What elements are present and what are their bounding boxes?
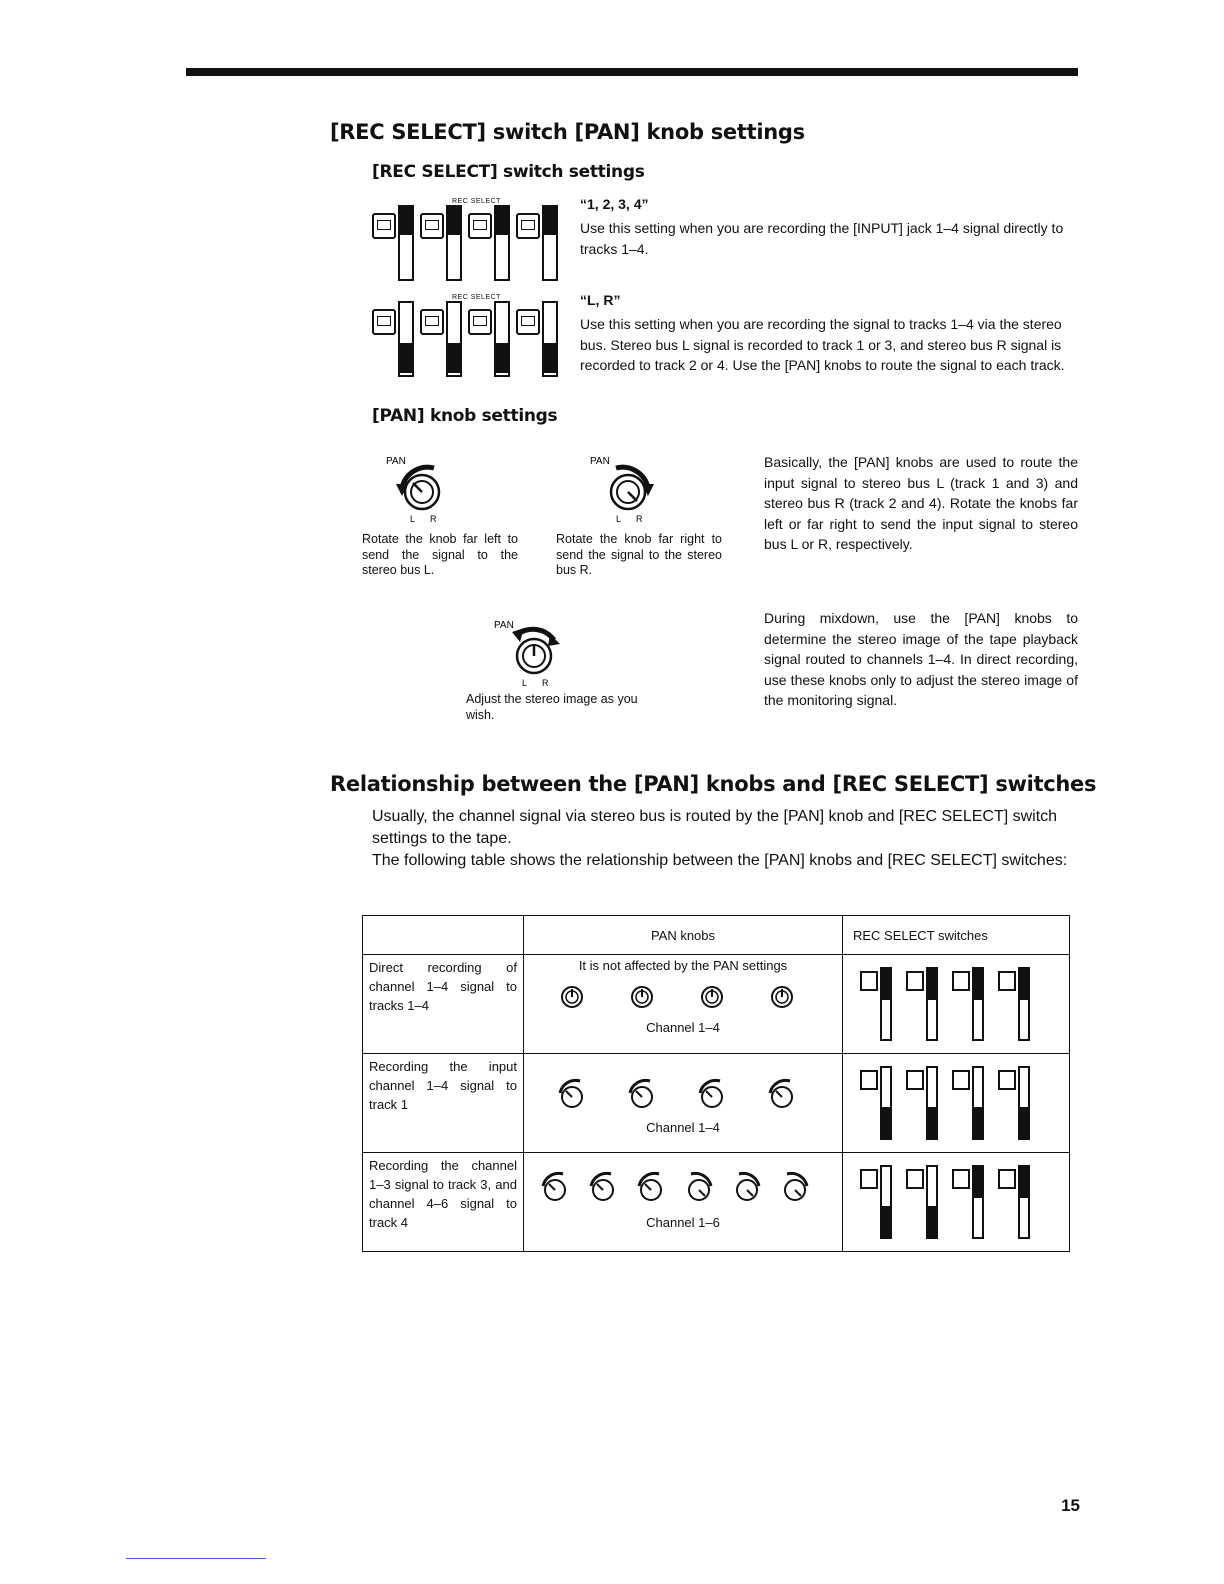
caption-far-right: Rotate the knob far right to send the signal to the stereo bus R. bbox=[556, 532, 722, 577]
section2-title: Relationship between the [PAN] knobs and [REC SELECT] switches bbox=[330, 772, 1097, 796]
table-header-row bbox=[363, 916, 1070, 955]
table-header-empty bbox=[363, 916, 524, 955]
table-row bbox=[363, 1054, 1070, 1153]
svg-text:R: R bbox=[636, 514, 643, 524]
table-row bbox=[363, 1153, 1070, 1252]
setting2-text: Use this setting when you are recording the signal to tracks 1–4 via the stereo bus. Stereo bus L signal is recorded to track 1 or 3, and stereo bus R signal is recorded to track 2 or 4. Use the [PAN] knobs to route the signal to each track. bbox=[580, 316, 1065, 373]
pan-knob-right-icon bbox=[588, 450, 668, 530]
intro-paragraph-2: The following table shows the relationship between the [PAN] knobs and [REC SELECT] switches: bbox=[372, 852, 1068, 869]
intro-paragraph-1: Usually, the channel signal via stereo bus is routed by the [PAN] knob and [REC SELECT] switch settings to the tape. bbox=[372, 808, 1058, 847]
switch-2 bbox=[420, 301, 468, 375]
pan-channel: Channel 1–4 bbox=[646, 1120, 720, 1135]
switch-1 bbox=[372, 205, 420, 279]
top-rule bbox=[186, 68, 1078, 76]
rec-select-label-2: REC SELECT bbox=[452, 294, 501, 301]
svg-text:L: L bbox=[410, 514, 416, 524]
svg-text:L: L bbox=[616, 514, 622, 524]
caption-center: Adjust the stereo image as you wish. bbox=[466, 692, 638, 722]
row-label: Recording the channel 1–3 signal to track 3, and channel 4–6 signal to track 4 bbox=[363, 1153, 524, 1252]
pan-knobs-left-icon bbox=[538, 1073, 828, 1117]
svg-text:L: L bbox=[522, 678, 528, 688]
switch-3 bbox=[468, 205, 516, 279]
svg-text:PAN: PAN bbox=[386, 456, 406, 467]
pan-paragraph-1: Basically, the [PAN] knobs are used to route the input signal to stereo bus L (track 1 and 3) and stereo bus R (track 2 and 4). Rotate the knobs far left or far right to send the input signal to stereo bus L or R, respectively. bbox=[764, 454, 1078, 552]
pan-channel: Channel 1–4 bbox=[646, 1020, 720, 1035]
pan-note-empty bbox=[530, 1156, 836, 1164]
pan-knobs-center-icon bbox=[538, 973, 828, 1017]
relationship-table bbox=[362, 915, 1070, 1252]
footer-line bbox=[126, 1558, 266, 1559]
table-row bbox=[363, 955, 1070, 1054]
rec-cell bbox=[843, 955, 1070, 1054]
pan-knob-center-icon bbox=[494, 612, 580, 692]
setting2-title: “L, R” bbox=[580, 292, 621, 308]
rec-switches-mixed-icon bbox=[849, 1156, 1049, 1242]
row-label: Direct recording of channel 1–4 signal to tracks 1–4 bbox=[363, 955, 524, 1054]
rec-select-label: REC SELECT bbox=[452, 198, 501, 205]
pan-paragraph-2: During mixdown, use the [PAN] knobs to determine the stereo image of the tape playback signal routed to channels 1–4. In direct recording, use these knobs only to adjust the stereo image of the monitoring signal. bbox=[764, 610, 1078, 708]
svg-text:R: R bbox=[430, 514, 437, 524]
caption-far-left: Rotate the knob far left to send the signal to the stereo bus L. bbox=[362, 532, 518, 577]
rec-select-switches-lr bbox=[372, 294, 564, 375]
pan-channel: Channel 1–6 bbox=[646, 1215, 720, 1230]
rec-cell bbox=[843, 1054, 1070, 1153]
pan-knob-left-icon bbox=[384, 450, 464, 530]
svg-text:PAN: PAN bbox=[494, 620, 514, 631]
pan-note-empty bbox=[530, 1057, 836, 1073]
section-title: [REC SELECT] switch [PAN] knob settings bbox=[330, 120, 805, 144]
switch-4 bbox=[516, 301, 564, 375]
switch-2 bbox=[420, 205, 468, 279]
rec-select-heading: [REC SELECT] switch settings bbox=[372, 162, 645, 182]
pan-cell bbox=[524, 1054, 843, 1153]
pan-cell bbox=[524, 1153, 843, 1252]
pan-knobs-mixed-icon bbox=[533, 1164, 833, 1212]
pan-note: It is not affected by the PAN settings bbox=[578, 958, 788, 973]
row-label: Recording the input channel 1–4 signal to track 1 bbox=[363, 1054, 524, 1153]
switch-3 bbox=[468, 301, 516, 375]
setting1-title: “1, 2, 3, 4” bbox=[580, 196, 649, 212]
switch-4 bbox=[516, 205, 564, 279]
pan-cell bbox=[524, 955, 843, 1054]
table-header-rec: REC SELECT switches bbox=[843, 916, 1070, 955]
rec-select-switches-1234 bbox=[372, 198, 564, 279]
svg-text:PAN: PAN bbox=[590, 456, 610, 467]
pan-heading: [PAN] knob settings bbox=[372, 406, 558, 426]
rec-switches-up-icon bbox=[849, 958, 1049, 1044]
table-header-pan: PAN knobs bbox=[524, 916, 843, 955]
rec-switches-down-icon bbox=[849, 1057, 1049, 1143]
switch-1 bbox=[372, 301, 420, 375]
rec-cell bbox=[843, 1153, 1070, 1252]
setting1-text: Use this setting when you are recording the [INPUT] jack 1–4 signal directly to tracks 1–4. bbox=[580, 220, 1064, 257]
svg-text:R: R bbox=[542, 678, 549, 688]
page-number: 15 bbox=[1061, 1496, 1080, 1515]
